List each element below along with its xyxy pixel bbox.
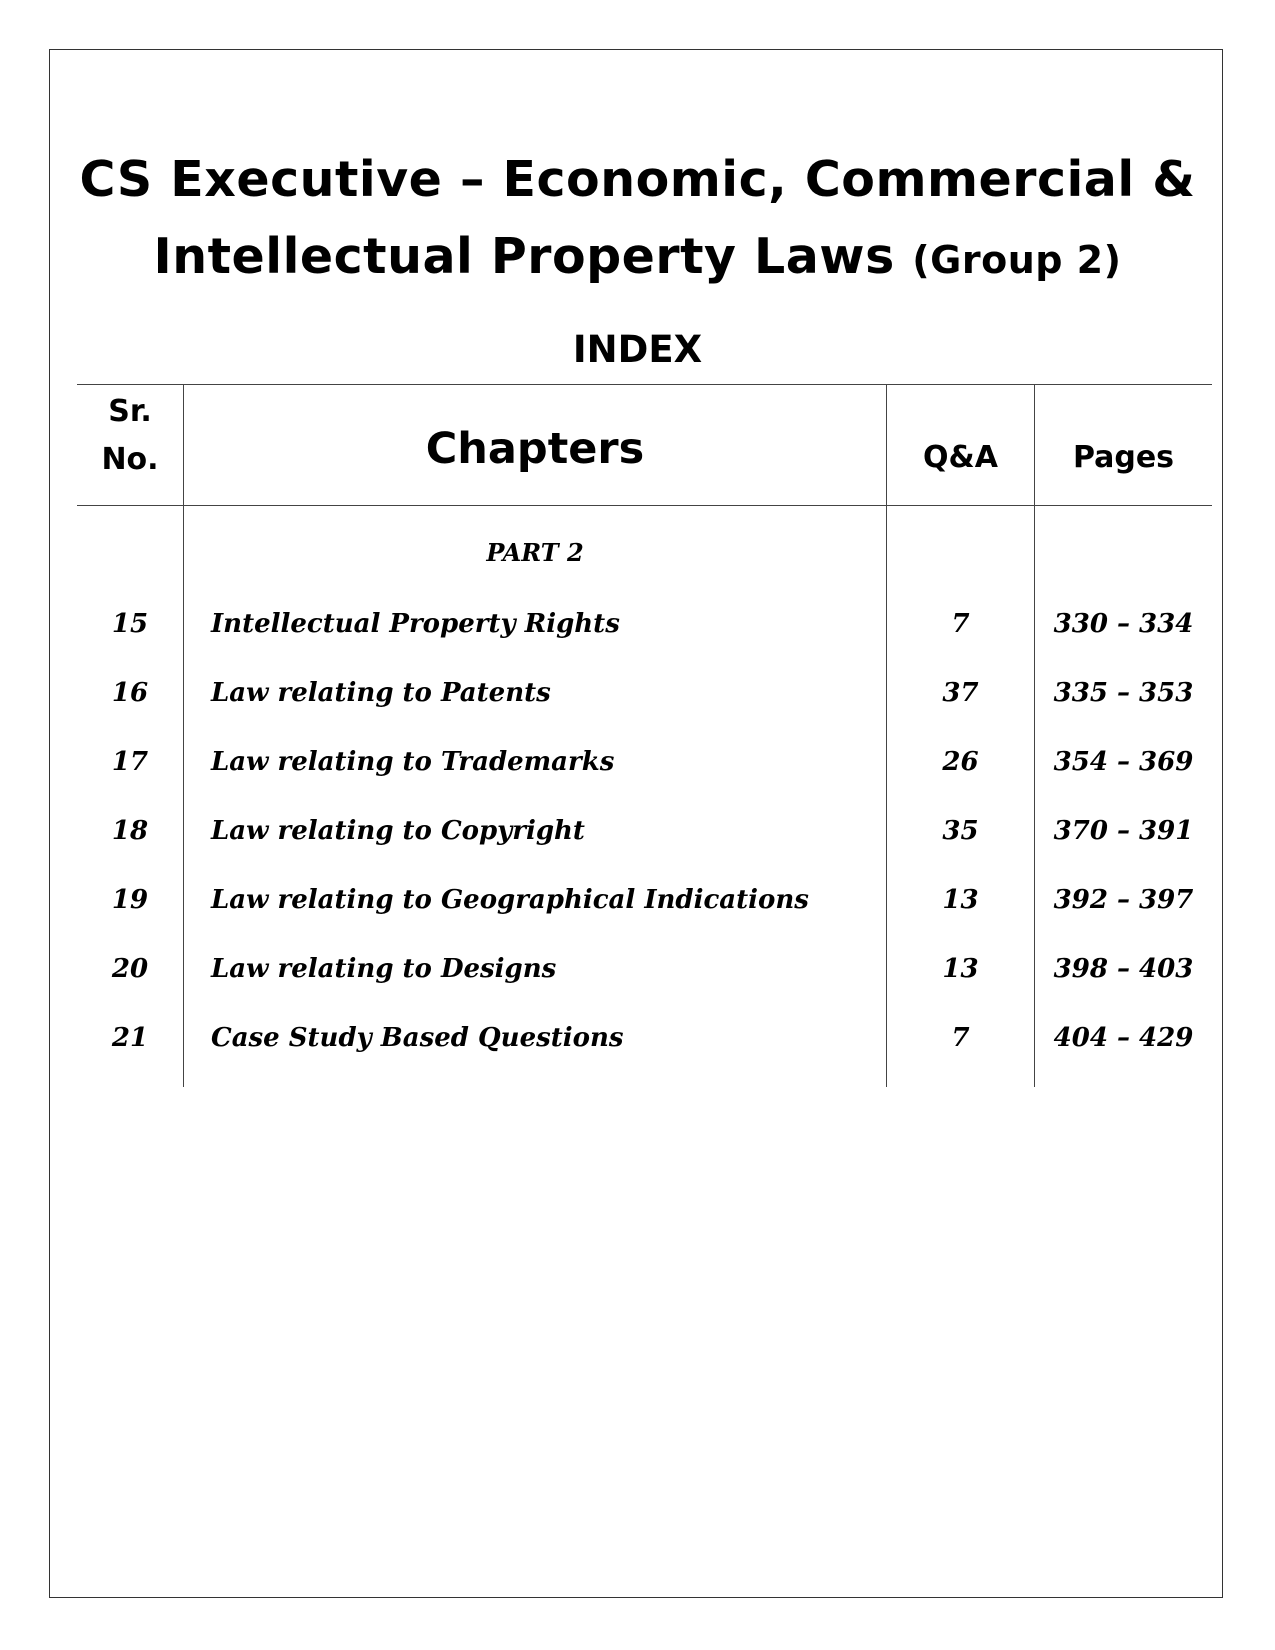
row-qa-count: 13 <box>942 885 979 915</box>
row-number: 16 <box>111 678 149 708</box>
document-title-group: (Group 2) <box>912 238 1122 282</box>
row-qa-count: 7 <box>951 609 970 639</box>
row-qa-count: 37 <box>942 678 979 708</box>
row-pages: 404 – 429 <box>1053 1023 1194 1053</box>
row-pages: 370 – 391 <box>1053 816 1194 846</box>
row-number: 17 <box>111 747 149 777</box>
row-chapter: Law relating to Trademarks <box>211 747 615 777</box>
row-chapter: Law relating to Designs <box>211 954 557 984</box>
table-row <box>77 1018 1212 1058</box>
header-no-line: No. <box>101 442 159 477</box>
row-number: 21 <box>111 1023 149 1053</box>
row-pages: 335 – 353 <box>1053 678 1194 708</box>
row-number: 19 <box>111 885 149 915</box>
index-heading: INDEX <box>572 328 703 371</box>
row-qa-count: 35 <box>942 816 979 846</box>
row-pages: 330 – 334 <box>1053 609 1194 639</box>
part-label: PART 2 <box>486 538 584 567</box>
table-row <box>77 811 1212 851</box>
header-chapters: Chapters <box>425 424 645 474</box>
table-row <box>77 742 1212 782</box>
document-title-line-1: CS Executive – Economic, Commercial & <box>79 151 1196 208</box>
table-row <box>77 880 1212 920</box>
header-pages: Pages <box>1072 440 1175 475</box>
row-chapter: Law relating to Copyright <box>211 816 585 846</box>
table-row <box>77 673 1212 713</box>
row-pages: 354 – 369 <box>1053 747 1194 777</box>
document-title-main: Intellectual Property Laws <box>153 228 895 285</box>
document-title-line-2 <box>0 218 1275 299</box>
row-chapter: Law relating to Geographical Indications <box>211 885 809 915</box>
header-sr-line: Sr. <box>108 394 152 429</box>
table-row <box>77 604 1212 644</box>
row-qa-count: 13 <box>942 954 979 984</box>
table-row <box>77 949 1212 989</box>
row-pages: 398 – 403 <box>1053 954 1194 984</box>
row-number: 15 <box>111 609 149 639</box>
row-qa-count: 26 <box>942 747 979 777</box>
header-sr-no <box>77 388 183 484</box>
row-qa-count: 7 <box>951 1023 970 1053</box>
row-number: 20 <box>111 954 149 984</box>
row-number: 18 <box>111 816 149 846</box>
row-chapter: Law relating to Patents <box>211 678 551 708</box>
table-top-rule <box>77 384 1212 385</box>
row-chapter: Intellectual Property Rights <box>211 609 620 639</box>
row-chapter: Case Study Based Questions <box>211 1023 624 1053</box>
row-pages: 392 – 397 <box>1053 885 1194 915</box>
header-qa: Q&A <box>923 440 998 475</box>
table-header-rule <box>77 505 1212 506</box>
